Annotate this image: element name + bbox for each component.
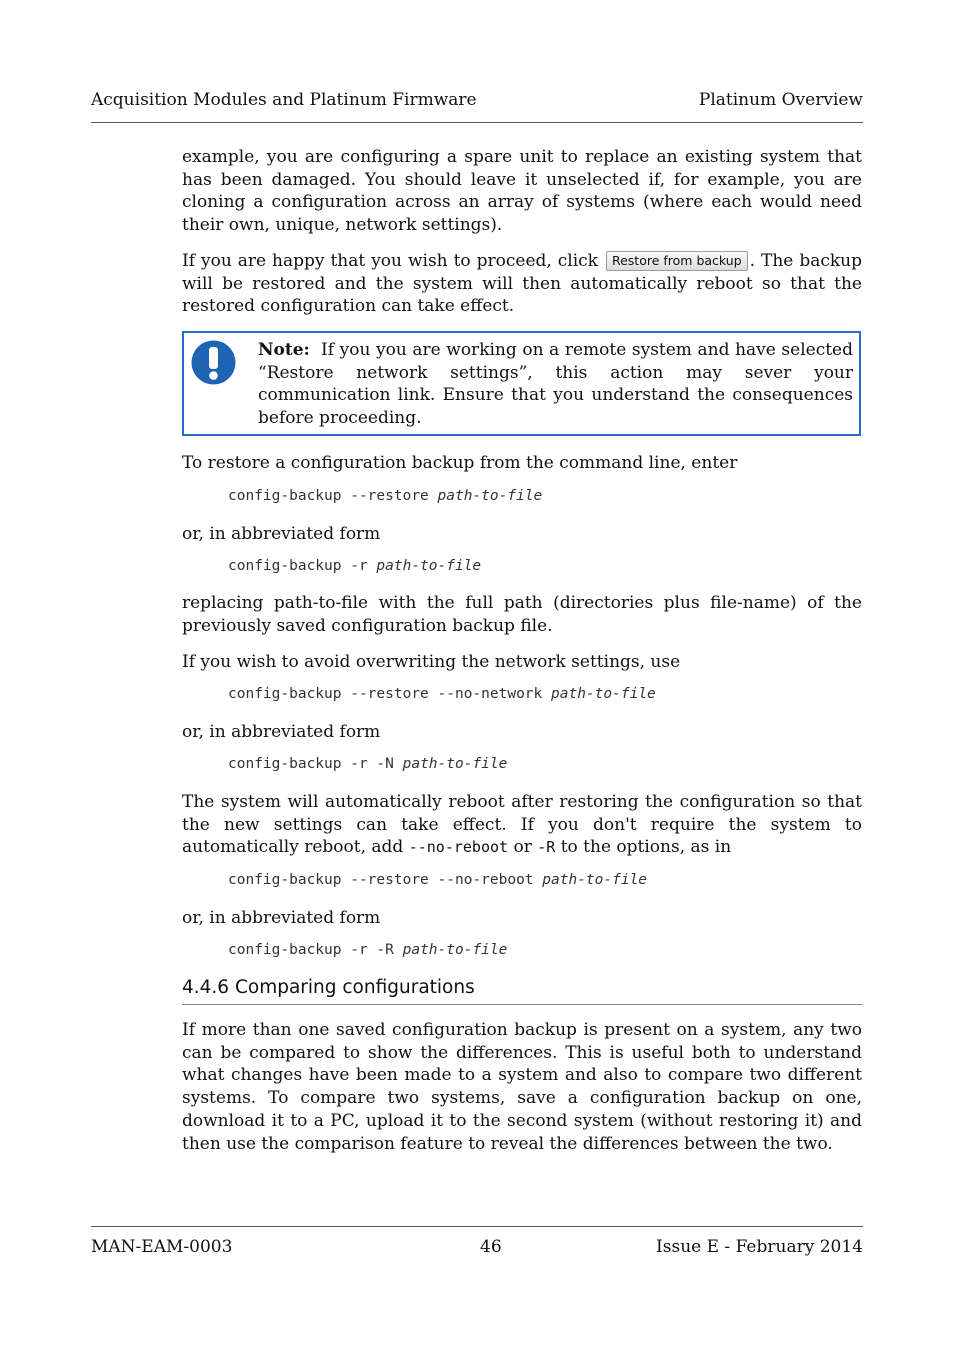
paragraph-restore-intro: To restore a configuration backup from the command line, enter [182, 453, 738, 473]
restore-from-backup-button[interactable]: Restore from backup [606, 251, 748, 271]
code-restore: config-backup --restore path-to-file [228, 488, 543, 504]
footer-doc-id: MAN-EAM-0003 [91, 1237, 233, 1257]
note-label: Note: [258, 340, 310, 360]
code-no-reboot: config-backup --restore --no-reboot path-to-file [228, 872, 648, 888]
footer-page-number: 46 [480, 1237, 502, 1257]
paragraph-proceed: If you are happy that you wish to proceed, click Restore from backup . The backup will be restored and the system will then automatically reboot so that the restored configuration can take effect. [182, 251, 863, 317]
paragraph-replacing: replacing path-to-file with the full path (directories plus file-name) of the previously saved configuration backup file. [182, 593, 862, 636]
paragraph-abbrev-1: or, in abbreviated form [182, 524, 381, 544]
paragraph-abbrev-2: or, in abbreviated form [182, 722, 381, 742]
code-no-network-short: config-backup -r -N path-to-file [228, 756, 508, 772]
note-text: Note: If you you are working on a remote system and have selected “Restore network settings”, this action may sever your communication link. Ensure that you understand the consequences before proceeding. [258, 340, 853, 429]
footer-rule [91, 1226, 863, 1227]
section-rule [182, 1004, 863, 1005]
section-heading: 4.4.6 Comparing configurations [182, 977, 475, 998]
paragraph-compare: If more than one saved configuration backup is present on a system, any two can be compared to show the differences. This is useful both to understand what changes have been made to a system and also to compare two different systems. To compare two systems, save a configuration backup on one, download it to a PC, upload it to the second system (without restoring it) and then use the comparison feature to reveal the differences between the two. [182, 1020, 862, 1154]
footer-issue: Issue E - February 2014 [656, 1237, 863, 1257]
paragraph-abbrev-3: or, in abbreviated form [182, 908, 381, 928]
header-left: Acquisition Modules and Platinum Firmware [91, 90, 477, 110]
code-no-network: config-backup --restore --no-network path-to-file [228, 686, 656, 702]
exclamation-icon [190, 339, 237, 386]
paragraph-reboot: The system will automatically reboot after restoring the configuration so that the new settings can take effect. If you don't require the system to automatically reboot, add --no-reboot or -R to the options, as in [182, 792, 862, 858]
paragraph-avoid-overwrite: If you wish to avoid overwriting the network settings, use [182, 652, 681, 672]
code-no-reboot-short: config-backup -r -R path-to-file [228, 942, 508, 958]
code-restore-short: config-backup -r path-to-file [228, 558, 482, 574]
header-right: Platinum Overview [698, 90, 863, 110]
header-rule [91, 122, 863, 123]
paragraph-network-settings: example, you are configuring a spare unit to replace an existing system that has been damaged. You should leave it unselected if, for example, you are cloning a configuration across an array of systems (where each would need their own, unique, network settings). [182, 147, 862, 236]
